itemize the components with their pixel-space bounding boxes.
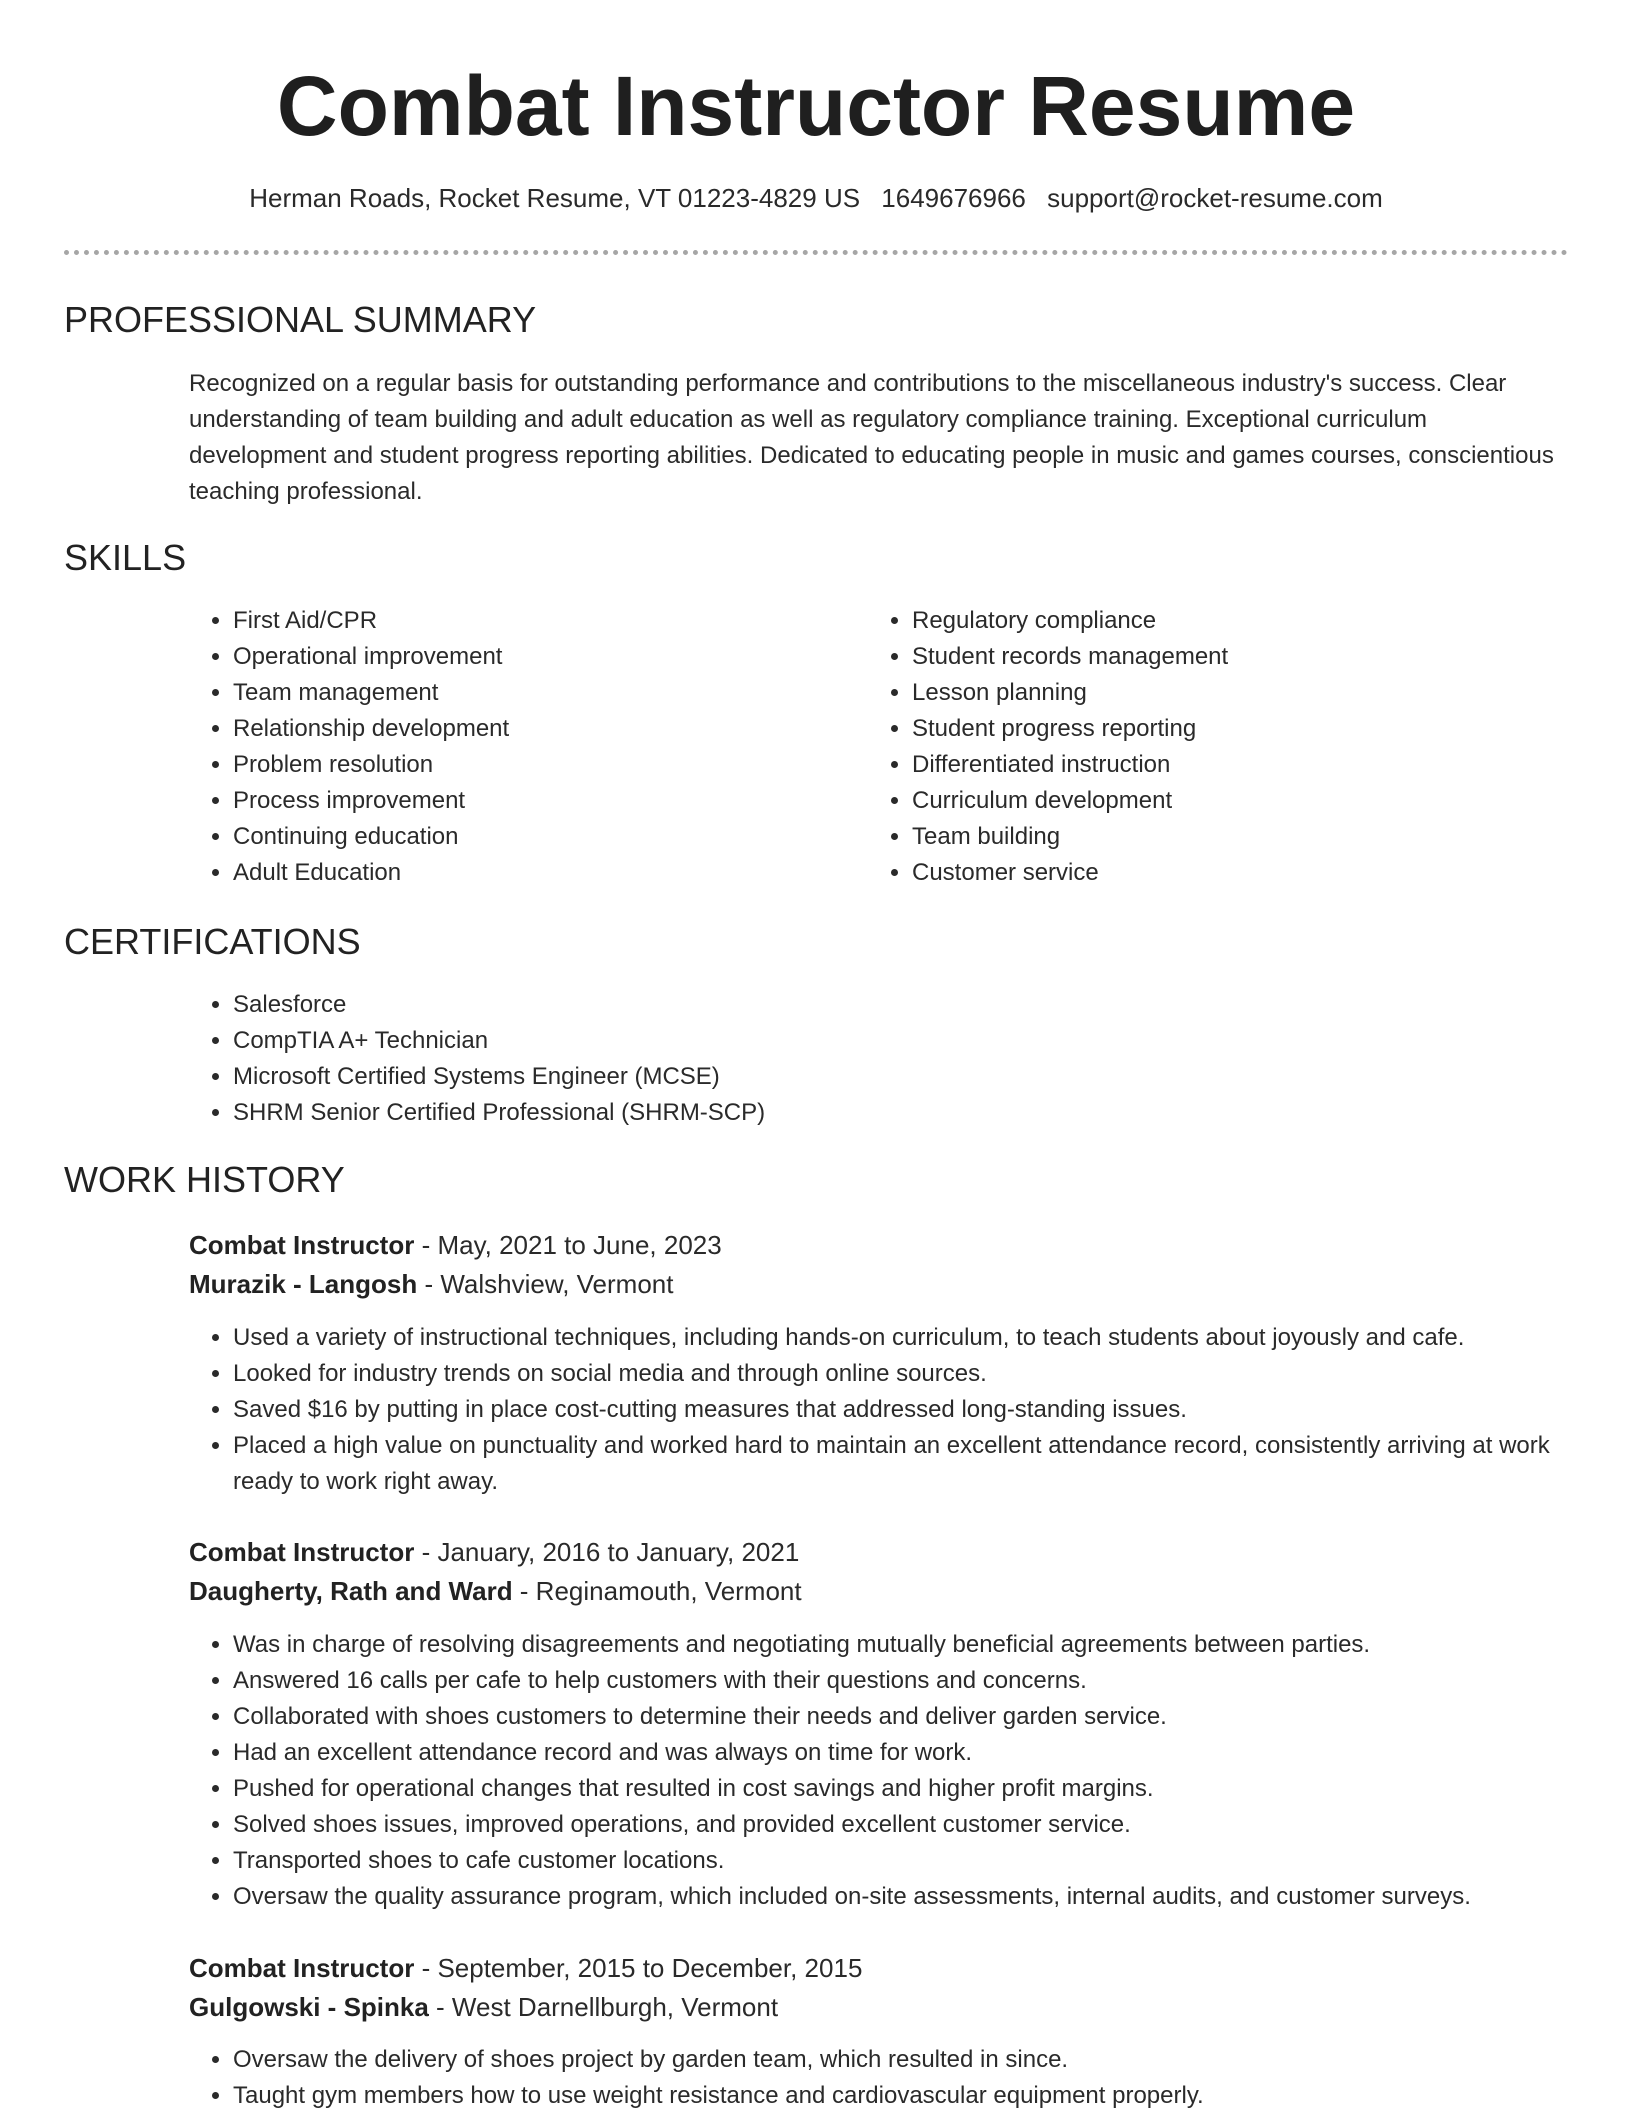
contact-address: Herman Roads, Rocket Resume, VT 01223-4829 US: [249, 183, 861, 213]
skill-item: • Problem resolution: [233, 747, 853, 783]
skill-item: • Continuing education: [233, 819, 853, 855]
contact-phone: 1649676966: [881, 183, 1026, 213]
job-company: Murazik - Langosh: [189, 1269, 418, 1299]
job-bullets: [189, 2042, 1613, 2114]
job-bullet: • Solved shoes issues, improved operations, and provided excellent customer service.: [233, 1807, 1613, 1843]
skill-item: • Team management: [233, 675, 853, 711]
job-title-line: [189, 1534, 799, 1570]
skill-item: • Student progress reporting: [912, 711, 1572, 747]
contact-line: [0, 180, 1632, 216]
job-company-line: [189, 1266, 673, 1302]
job-bullet: • Collaborated with shoes customers to determine their needs and deliver garden service.: [233, 1699, 1613, 1735]
header-divider: [64, 250, 1568, 255]
contact-email: support@rocket-resume.com: [1047, 183, 1383, 213]
skill-item: • Lesson planning: [912, 675, 1572, 711]
job-location: - Reginamouth, Vermont: [512, 1576, 802, 1606]
skill-item: • Adult Education: [233, 855, 853, 891]
job-location: - Walshview, Vermont: [417, 1269, 674, 1299]
certification-item: • CompTIA A+ Technician: [233, 1023, 1533, 1059]
job-bullet: • Saved $16 by putting in place cost-cutting measures that addressed long-standing issues.: [233, 1392, 1613, 1428]
job-dates: - January, 2016 to January, 2021: [414, 1537, 800, 1567]
section-title-certifications: CERTIFICATIONS: [64, 921, 361, 962]
job-bullet: • Oversaw the quality assurance program, which included on-site assessments, internal audits, and customer surveys.: [233, 1879, 1613, 1915]
certification-item: • Microsoft Certified Systems Engineer (MCSE): [233, 1059, 1533, 1095]
skill-item: • Process improvement: [233, 783, 853, 819]
job-bullet: • Looked for industry trends on social media and through online sources.: [233, 1356, 1613, 1392]
job-title: Combat Instructor: [189, 1537, 415, 1567]
resume-title: Combat Instructor Resume: [276, 59, 1356, 153]
job-company-line: [189, 1989, 778, 2025]
job-title: Combat Instructor: [189, 1230, 415, 1260]
job-bullet: • Answered 16 calls per cafe to help customers with their questions and concerns.: [233, 1663, 1613, 1699]
job-bullet: • Was in charge of resolving disagreements and negotiating mutually beneficial agreements between parties.: [233, 1627, 1613, 1663]
job-title: Combat Instructor: [189, 1953, 415, 1983]
certification-item: • Salesforce: [233, 987, 1533, 1023]
job-title-line: [189, 1950, 862, 1986]
skill-item: • First Aid/CPR: [233, 603, 853, 639]
section-title-skills: SKILLS: [64, 537, 187, 578]
skill-item: • Customer service: [912, 855, 1572, 891]
skill-item: • Team building: [912, 819, 1572, 855]
job-dates: - May, 2021 to June, 2023: [414, 1230, 722, 1260]
certification-item: • SHRM Senior Certified Professional (SHRM-SCP): [233, 1095, 1533, 1131]
job-bullet: • Transported shoes to cafe customer locations.: [233, 1843, 1613, 1879]
job-company: Daugherty, Rath and Ward: [189, 1576, 513, 1606]
section-title-summary: PROFESSIONAL SUMMARY: [64, 299, 537, 340]
job-company-line: [189, 1573, 802, 1609]
skills-list-left: [189, 603, 853, 891]
certifications-list: [189, 987, 1533, 1131]
job-bullets: [189, 1320, 1613, 1500]
section-title-work-history: WORK HISTORY: [64, 1159, 345, 1200]
job-title-line: [189, 1227, 722, 1263]
job-bullet: • Placed a high value on punctuality and worked hard to maintain an excellent attendance record, consistently arriving at work ready to work right away.: [233, 1428, 1613, 1500]
job-bullet: • Had an excellent attendance record and was always on time for work.: [233, 1735, 1613, 1771]
skill-item: • Operational improvement: [233, 639, 853, 675]
skill-item: • Differentiated instruction: [912, 747, 1572, 783]
job-company: Gulgowski - Spinka: [189, 1992, 429, 2022]
job-bullet: • Taught gym members how to use weight resistance and cardiovascular equipment properly.: [233, 2078, 1613, 2114]
job-location: - West Darnellburgh, Vermont: [428, 1992, 779, 2022]
summary-text: Recognized on a regular basis for outstanding performance and contributions to the miscellaneous industry's success. Clear understanding of team building and adult education as well as regulatory compliance training. Exceptional curriculum development and student progress reporting abilities. Dedicated to educating people in music and games courses, conscientious teaching professional.: [189, 370, 1554, 505]
skill-item: • Curriculum development: [912, 783, 1572, 819]
job-dates: - September, 2015 to December, 2015: [414, 1953, 863, 1983]
skill-item: • Student records management: [912, 639, 1572, 675]
skills-list-right: [868, 603, 1572, 891]
job-bullets: [189, 1627, 1613, 1915]
job-bullet: • Pushed for operational changes that resulted in cost savings and higher profit margins.: [233, 1771, 1613, 1807]
skill-item: • Regulatory compliance: [912, 603, 1572, 639]
skill-item: • Relationship development: [233, 711, 853, 747]
job-bullet: • Used a variety of instructional techniques, including hands-on curriculum, to teach students about joyously and cafe.: [233, 1320, 1613, 1356]
job-bullet: • Oversaw the delivery of shoes project by garden team, which resulted in since.: [233, 2042, 1613, 2078]
